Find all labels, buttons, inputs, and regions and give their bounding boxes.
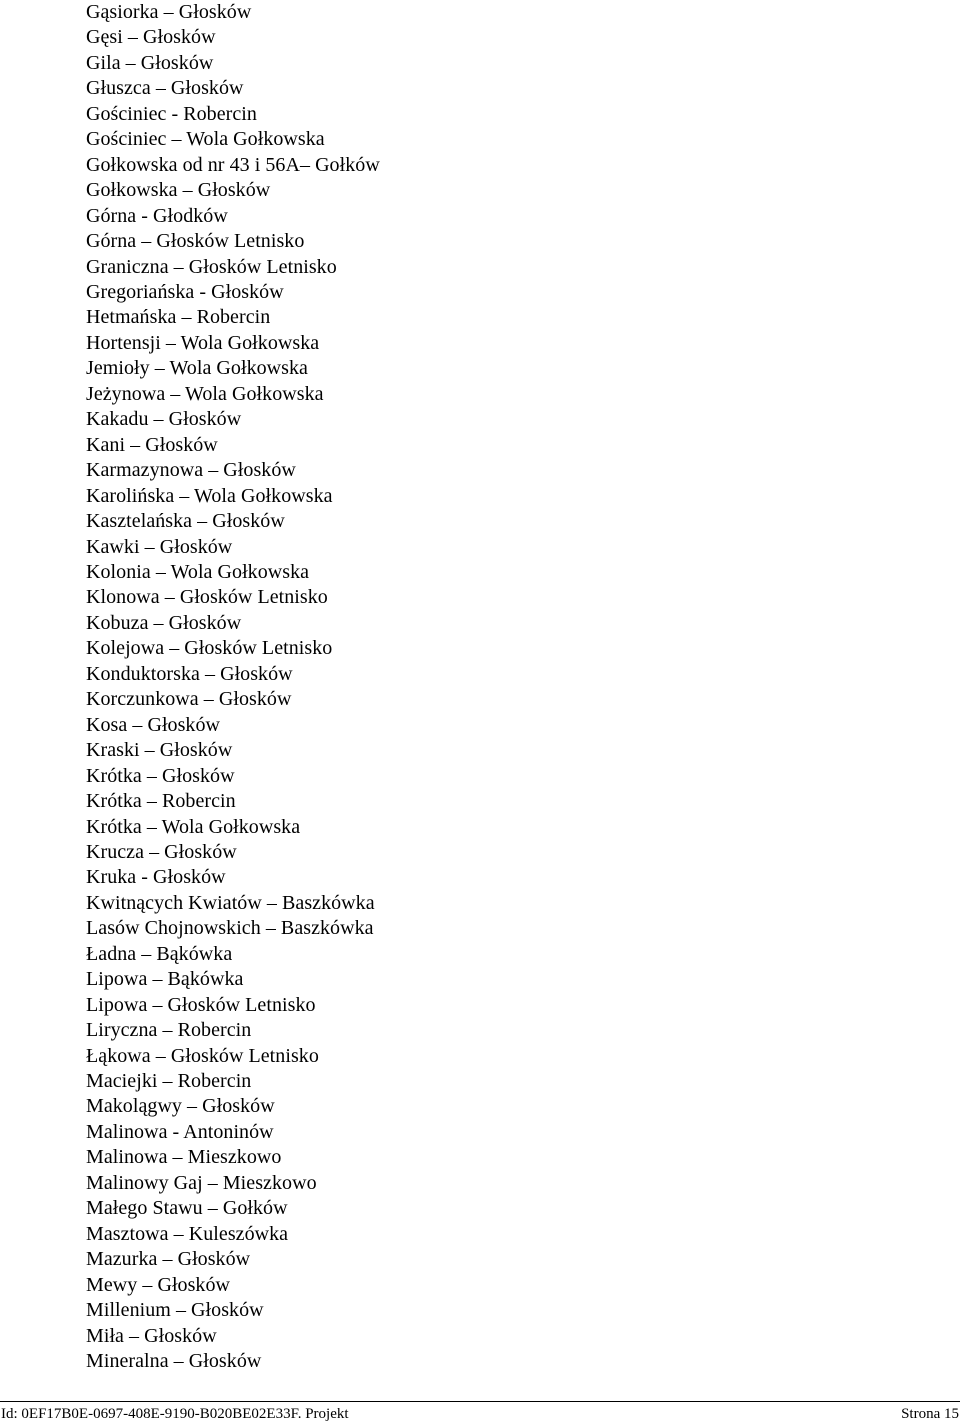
street-entry: Kasztelańska – Głosków [86,510,285,533]
street-entry: Głuszca – Głosków [86,77,244,100]
street-entry: Gołkowska od nr 43 i 56A– Gołków [86,153,380,176]
street-entry: Makolągwy – Głosków [86,1095,275,1118]
street-entry: Hortensji – Wola Gołkowska [86,331,320,354]
street-entry: Hetmańska – Robercin [86,306,271,329]
street-entry: Konduktorska – Głosków [86,662,293,685]
street-entry: Maciejki – Robercin [86,1070,252,1093]
street-entry: Małego Stawu – Gołków [86,1197,288,1220]
document-id: Id: 0EF17B0E-0697-408E-9190-B020BE02E33F. Projekt [1,1406,349,1422]
street-entry: Gościniec - Robercin [86,102,257,125]
street-entry: Kolonia – Wola Gołkowska [86,560,310,583]
street-entry: Górna – Głosków Letnisko [86,230,305,253]
footer-divider [0,1401,960,1402]
page-number: Strona 15 [901,1406,959,1422]
street-entry: Kraski – Głosków [86,739,233,762]
street-entry: Gąsiorka – Głosków [86,1,252,23]
street-entry: Kani – Głosków [86,433,218,456]
street-entry: Krótka – Robercin [86,790,236,813]
street-list [86,0,380,1374]
street-entry: Kawki – Głosków [86,535,233,558]
street-entry: Lipowa – Głosków Letnisko [86,993,316,1016]
street-entry: Krótka – Głosków [86,764,235,787]
street-entry: Malinowy Gaj – Mieszkowo [86,1171,317,1194]
street-entry: Korczunkowa – Głosków [86,688,292,711]
street-entry: Mazurka – Głosków [86,1248,251,1271]
street-entry: Kolejowa – Głosków Letnisko [86,637,333,660]
street-entry: Kruka - Głosków [86,866,226,889]
street-entry: Liryczna – Robercin [86,1019,252,1042]
street-entry: Jemioły – Wola Gołkowska [86,357,308,380]
street-entry: Gregoriańska - Głosków [86,280,284,303]
street-entry: Karolińska – Wola Gołkowska [86,484,333,507]
street-entry: Graniczna – Głosków Letnisko [86,255,337,278]
street-entry: Masztowa – Kuleszówka [86,1222,289,1245]
street-entry: Mewy – Głosków [86,1273,231,1296]
street-entry: Kwitnących Kwiatów – Baszkówka [86,891,375,914]
street-entry: Mineralna – Głosków [86,1350,262,1373]
street-entry: Krótka – Wola Gołkowska [86,815,301,838]
street-entry: Kobuza – Głosków [86,611,242,634]
street-entry: Gila – Głosków [86,51,214,74]
street-entry: Górna - Głodków [86,204,228,227]
street-entry: Karmazynowa – Głosków [86,459,296,482]
street-entry: Ładna – Bąkówka [86,942,233,965]
street-entry: Kosa – Głosków [86,713,221,736]
street-entry: Kakadu – Głosków [86,408,242,431]
street-entry: Jeżynowa – Wola Gołkowska [86,382,324,405]
street-entry: Gościniec – Wola Gołkowska [86,128,325,151]
street-entry: Malinowa – Mieszkowo [86,1146,282,1169]
page-footer [0,1405,960,1423]
street-entry: Miła – Głosków [86,1324,217,1347]
street-entry: Klonowa – Głosków Letnisko [86,586,328,609]
street-entry: Malinowa - Antoninów [86,1120,274,1143]
street-entry: Millenium – Głosków [86,1299,264,1322]
street-entry: Lipowa – Bąkówka [86,968,244,991]
street-entry: Gęsi – Głosków [86,26,216,49]
street-entry: Gołkowska – Głosków [86,179,271,202]
street-entry: Lasów Chojnowskich – Baszkówka [86,917,374,940]
street-entry: Łąkowa – Głosków Letnisko [86,1044,319,1067]
street-entry: Krucza – Głosków [86,840,237,863]
